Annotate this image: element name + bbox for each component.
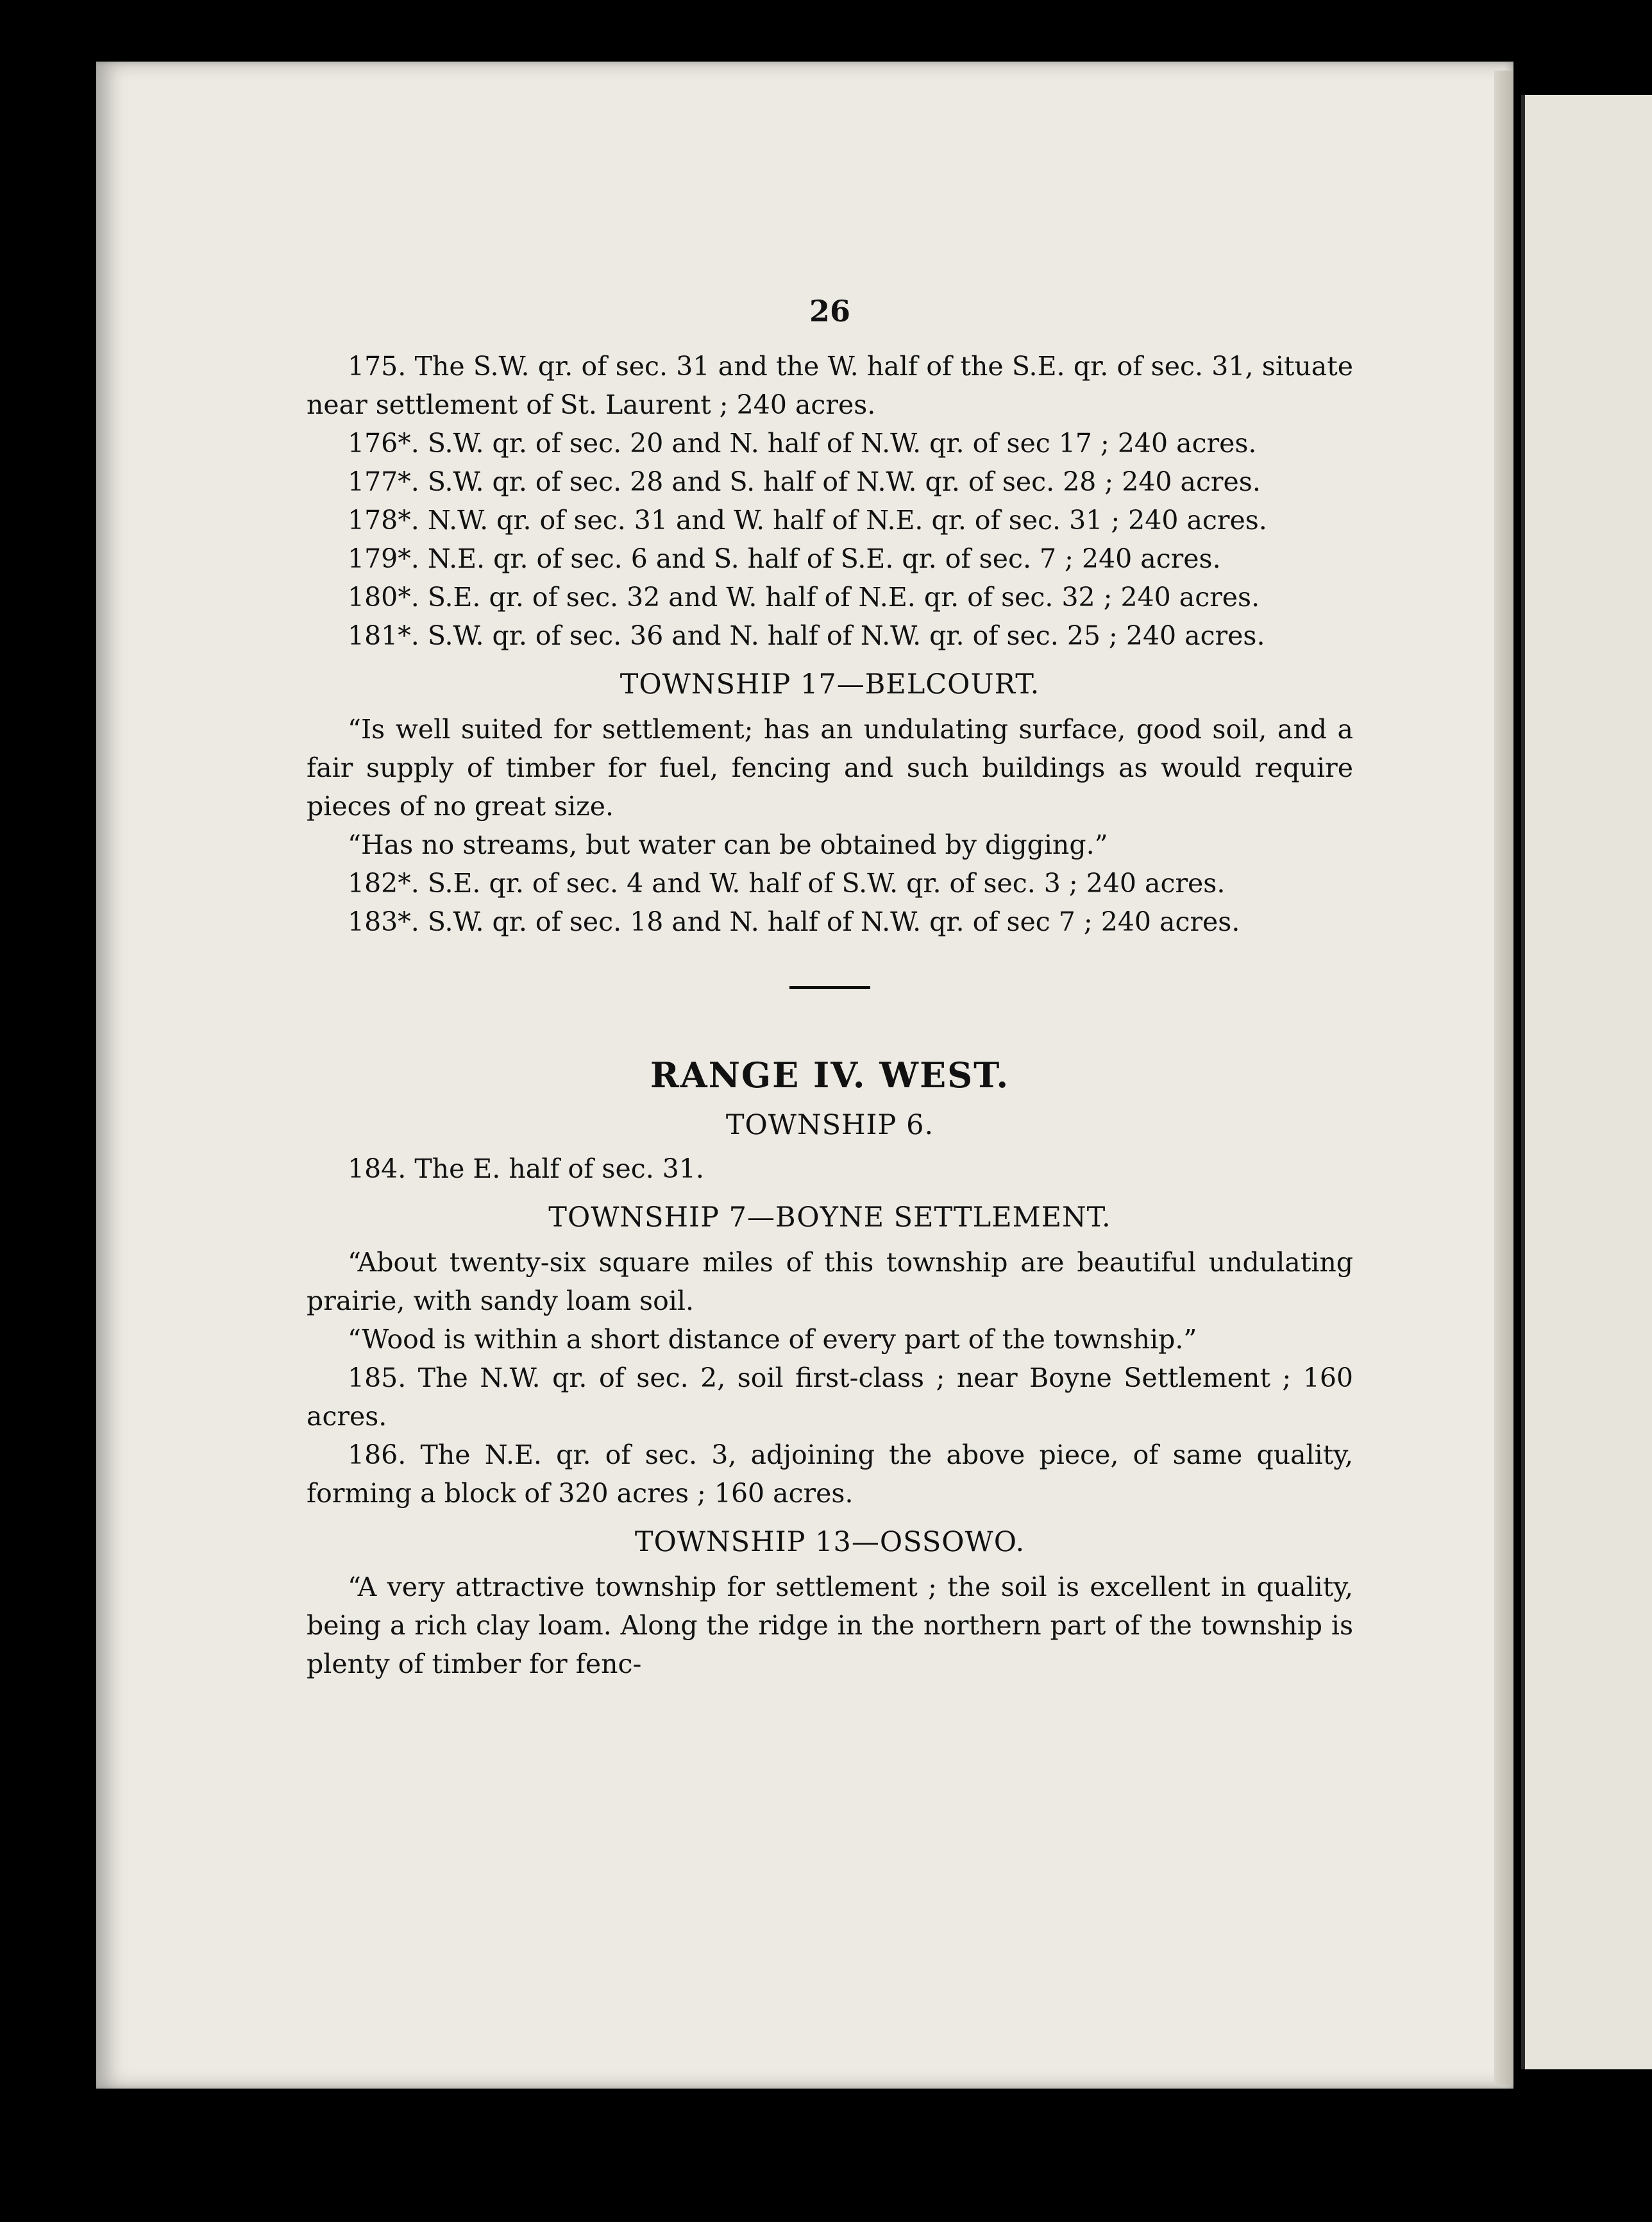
township-13-quote-1: “A very attractive township for settlement ; the soil is excellent in quality, being a rich clay loam. Along the ridge in the northern part of the township is plenty of timber for fenc- bbox=[307, 1572, 1353, 1679]
township-17-quote-2: “Has no streams, but water can be obtained by digging.” bbox=[348, 829, 1108, 860]
township-6-heading: TOWNSHIP 6. bbox=[725, 1109, 934, 1141]
entry-185: 185. The N.W. qr. of sec. 2, soil first-class ; near Boyne Settlement ; 160 acres. bbox=[307, 1362, 1353, 1432]
entry-186: 186. The N.E. qr. of sec. 3, adjoining the above piece, of same quality, forming a block of 320 acres ; 160 acres. bbox=[307, 1439, 1353, 1509]
entry-176: 176*. S.W. qr. of sec. 20 and N. half of N.W. qr. of sec 17 ; 240 acres. bbox=[348, 428, 1257, 459]
page-number: 26 bbox=[809, 294, 850, 328]
entry-178: 178*. N.W. qr. of sec. 31 and W. half of N.E. qr. of sec. 31 ; 240 acres. bbox=[348, 505, 1267, 536]
township-17-heading: TOWNSHIP 17—BELCOURT. bbox=[620, 668, 1040, 700]
township-17-quote-1: “Is well suited for settlement; has an undulating surface, good soil, and a fair supply of timber for fuel, fencing and such buildings as would require pieces of no great size. bbox=[307, 714, 1353, 822]
section-rule bbox=[789, 986, 870, 989]
range-heading: RANGE IV. WEST. bbox=[650, 1055, 1010, 1096]
township-7-heading: TOWNSHIP 7—BOYNE SETTLEMENT. bbox=[548, 1201, 1111, 1234]
township-13-heading: TOWNSHIP 13—OSSOWO. bbox=[634, 1526, 1025, 1558]
page-edge-shadow bbox=[1494, 71, 1513, 2085]
entry-180: 180*. S.E. qr. of sec. 32 and W. half of N.E. qr. of sec. 32 ; 240 acres. bbox=[348, 582, 1260, 613]
entry-184: 184. The E. half of sec. 31. bbox=[348, 1153, 704, 1184]
entry-182: 182*. S.E. qr. of sec. 4 and W. half of S.W. qr. of sec. 3 ; 240 acres. bbox=[348, 868, 1226, 899]
township-7-quote-2: “Wood is within a short distance of every part of the township.” bbox=[348, 1324, 1197, 1355]
facing-page-edge bbox=[1521, 95, 1652, 2069]
entry-181: 181*. S.W. qr. of sec. 36 and N. half of N.W. qr. of sec. 25 ; 240 acres. bbox=[348, 620, 1265, 651]
entry-177: 177*. S.W. qr. of sec. 28 and S. half of N.W. qr. of sec. 28 ; 240 acres. bbox=[348, 466, 1261, 497]
entry-183: 183*. S.W. qr. of sec. 18 and N. half of N.W. qr. of sec 7 ; 240 acres. bbox=[348, 906, 1240, 937]
page-text bbox=[307, 292, 1353, 1683]
entry-179: 179*. N.E. qr. of sec. 6 and S. half of S.E. qr. of sec. 7 ; 240 acres. bbox=[348, 543, 1221, 574]
entry-175: 175. The S.W. qr. of sec. 31 and the W. half of the S.E. qr. of sec. 31, situate near settlement of St. Laurent ; 240 acres. bbox=[307, 351, 1353, 420]
township-7-quote-1: “About twenty-six square miles of this township are beautiful undulating prairie, with sandy loam soil. bbox=[307, 1247, 1353, 1316]
